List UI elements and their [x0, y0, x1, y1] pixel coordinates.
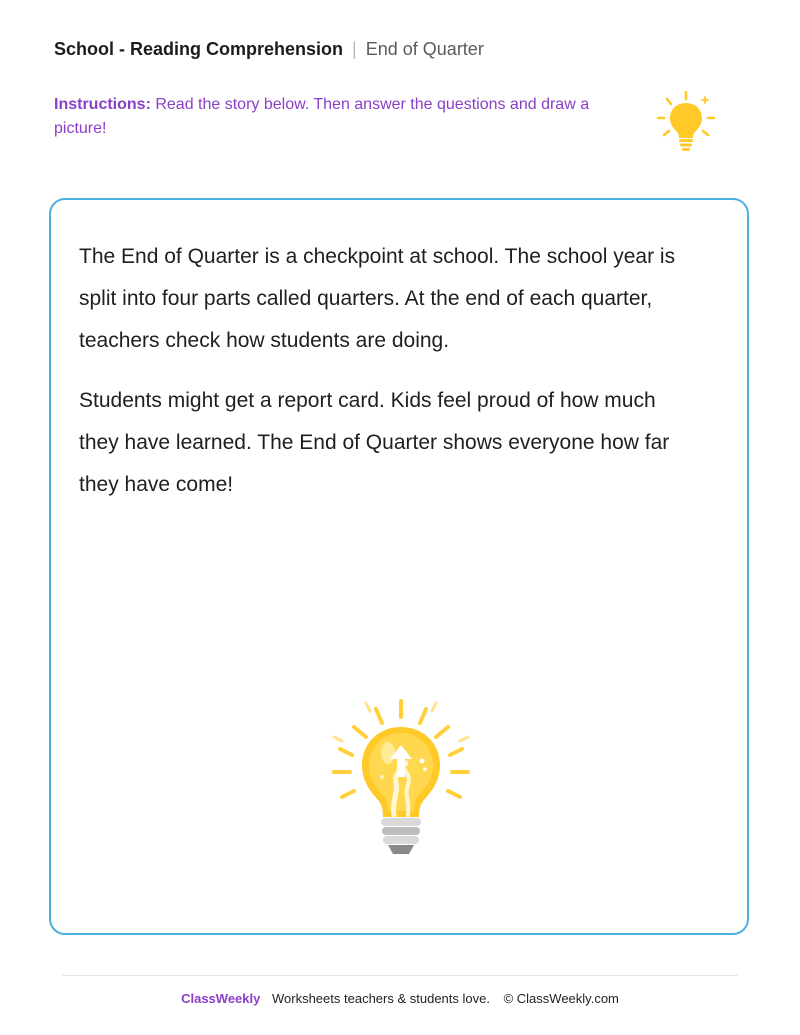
instructions-text: Read the story below. Then answer the questions and draw a picture! [54, 96, 590, 137]
instructions [54, 93, 614, 141]
footer-tagline: Worksheets teachers & students love. [271, 991, 490, 1006]
footer-brand: ClassWeekly [181, 991, 261, 1006]
story-paragraph-2: Students might get a report card. Kids feel proud of how much they have learned. The End of Quarter shows everyone how far they have come! [79, 389, 670, 496]
story-box [49, 198, 749, 935]
story-text [79, 236, 679, 524]
title-separator: | [352, 39, 357, 59]
topic-title: End of Quarter [365, 39, 484, 59]
worksheet-header [54, 37, 484, 61]
instructions-label: Instructions: [54, 96, 151, 113]
footer [0, 990, 800, 1008]
lightbulb-growth-icon [326, 697, 476, 867]
story-paragraph-1: The End of Quarter is a checkpoint at school. The school year is split into four parts called quarters. At the end of each quarter, teachers check how students are doing. [79, 245, 676, 352]
lightbulb-icon [652, 88, 720, 156]
footer-divider [62, 975, 738, 976]
subject-title: School - Reading Comprehension [54, 39, 344, 59]
footer-copyright: © ClassWeekly.com [503, 991, 619, 1006]
